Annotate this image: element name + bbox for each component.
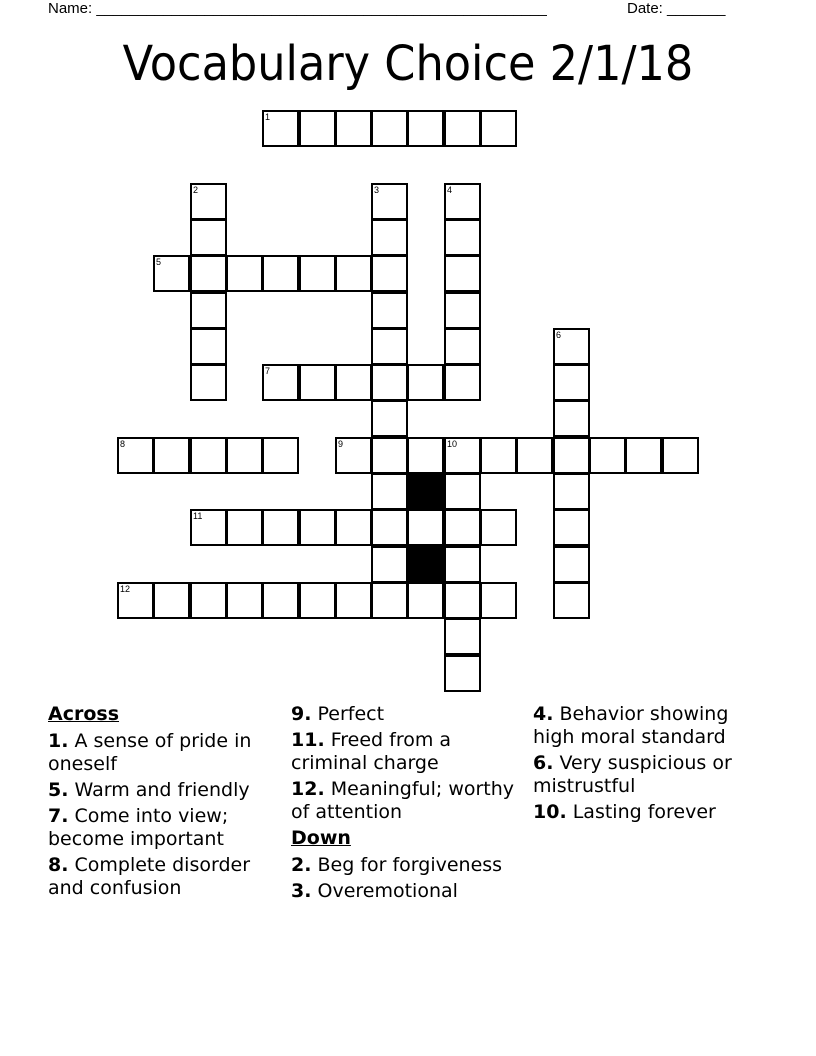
- clue-number-label: 3: [374, 185, 380, 195]
- clue-text: Beg for forgiveness: [317, 854, 503, 876]
- grid-cell[interactable]: [444, 183, 481, 220]
- date-field-line: Date: _______: [627, 0, 726, 17]
- grid-cell[interactable]: [662, 437, 699, 474]
- grid-cell[interactable]: [190, 183, 227, 220]
- grid-cell[interactable]: [371, 183, 408, 220]
- clue-number-label: 11: [193, 511, 203, 521]
- grid-cell[interactable]: [299, 582, 336, 619]
- grid-cell[interactable]: [553, 400, 590, 437]
- clue-number-label: 9: [338, 439, 344, 449]
- clue-number-label: 10: [447, 439, 458, 449]
- name-field-line: Name: ______________________________________________________: [48, 0, 547, 17]
- grid-cell[interactable]: [553, 364, 590, 401]
- clue-across-1: [48, 730, 268, 776]
- clue-across-12: [291, 778, 516, 824]
- clue-number: 11.: [291, 729, 325, 751]
- clue-number-label: 2: [193, 185, 199, 195]
- grid-cell[interactable]: [444, 618, 481, 655]
- grid-cell[interactable]: [407, 364, 444, 401]
- grid-cell[interactable]: [444, 255, 481, 292]
- clue-number: 12.: [291, 778, 325, 800]
- grid-block-cell: [407, 546, 444, 583]
- grid-cell[interactable]: [335, 364, 372, 401]
- clue-across-8: [48, 854, 268, 900]
- grid-cell[interactable]: [335, 255, 372, 292]
- grid-cell[interactable]: [371, 400, 408, 437]
- grid-cell[interactable]: [407, 582, 444, 619]
- grid-cell[interactable]: [553, 582, 590, 619]
- grid-cell[interactable]: [226, 437, 263, 474]
- grid-cell[interactable]: [153, 255, 190, 292]
- clue-number-label: 8: [120, 439, 126, 449]
- clue-number: 1.: [48, 730, 69, 752]
- grid-cell[interactable]: [190, 292, 227, 329]
- clue-number: 3.: [291, 880, 312, 902]
- grid-cell[interactable]: [444, 292, 481, 329]
- grid-cell[interactable]: [407, 110, 444, 147]
- clue-number: 6.: [533, 752, 554, 774]
- clue-down-2: [291, 854, 516, 877]
- grid-cell[interactable]: [117, 582, 154, 619]
- grid-cell[interactable]: [262, 437, 299, 474]
- grid-cell[interactable]: [444, 110, 481, 147]
- clue-text: Come into view; become important: [48, 805, 229, 850]
- grid-cell[interactable]: [117, 437, 154, 474]
- grid-cell[interactable]: [625, 437, 662, 474]
- grid-cell[interactable]: [371, 546, 408, 583]
- clue-number-label: 12: [120, 584, 131, 594]
- clue-across-5: [48, 779, 268, 802]
- grid-cell[interactable]: [553, 473, 590, 510]
- grid-cell[interactable]: [444, 328, 481, 365]
- grid-cell[interactable]: [190, 255, 227, 292]
- grid-cell[interactable]: [371, 255, 408, 292]
- grid-cell[interactable]: [190, 364, 227, 401]
- grid-cell[interactable]: [480, 110, 517, 147]
- grid-cell[interactable]: [371, 473, 408, 510]
- grid-cell[interactable]: [444, 473, 481, 510]
- grid-cell[interactable]: [299, 255, 336, 292]
- grid-cell[interactable]: [299, 110, 336, 147]
- grid-cell[interactable]: [480, 509, 517, 546]
- grid-cell[interactable]: [190, 219, 227, 256]
- clue-across-11: [291, 729, 516, 775]
- clue-down-6: [533, 752, 758, 798]
- clue-column-2: [291, 703, 516, 906]
- grid-cell[interactable]: [190, 328, 227, 365]
- grid-cell[interactable]: [335, 582, 372, 619]
- grid-cell[interactable]: [444, 509, 481, 546]
- grid-cell[interactable]: [190, 509, 227, 546]
- clue-number: 5.: [48, 779, 69, 801]
- clue-number: 9.: [291, 703, 312, 725]
- clue-number: 2.: [291, 854, 312, 876]
- grid-cell[interactable]: [335, 509, 372, 546]
- clue-number: 4.: [533, 703, 554, 725]
- clue-text: Very suspicious or mistrustful: [533, 752, 732, 797]
- page-title: Vocabulary Choice 2/1/18: [122, 36, 694, 92]
- grid-cell[interactable]: [226, 509, 263, 546]
- grid-cell[interactable]: [371, 509, 408, 546]
- grid-cell[interactable]: [444, 364, 481, 401]
- grid-cell[interactable]: [371, 110, 408, 147]
- grid-cell[interactable]: [444, 655, 481, 692]
- grid-cell[interactable]: [480, 437, 517, 474]
- clue-number-label: 7: [265, 366, 271, 376]
- clue-number-label: 1: [265, 112, 271, 122]
- clue-text: A sense of pride in oneself: [48, 730, 252, 775]
- grid-cell[interactable]: [262, 509, 299, 546]
- grid-cell[interactable]: [190, 437, 227, 474]
- clue-text: Behavior showing high moral standard: [533, 703, 729, 748]
- clue-text: Lasting forever: [572, 801, 716, 823]
- clue-number: 10.: [533, 801, 567, 823]
- grid-cell[interactable]: [371, 582, 408, 619]
- clue-column-3: [533, 703, 758, 827]
- clue-text: Overemotional: [317, 880, 458, 902]
- grid-cell[interactable]: [262, 364, 299, 401]
- grid-cell[interactable]: [299, 364, 336, 401]
- grid-cell[interactable]: [444, 437, 481, 474]
- clue-text: Meaningful; worthy of attention: [291, 778, 515, 823]
- grid-cell[interactable]: [262, 582, 299, 619]
- clue-number: 7.: [48, 805, 69, 827]
- grid-cell[interactable]: [371, 328, 408, 365]
- clue-column-1: [48, 703, 268, 903]
- grid-cell[interactable]: [444, 546, 481, 583]
- clue-text: Perfect: [317, 703, 385, 725]
- grid-cell[interactable]: [407, 437, 444, 474]
- grid-cell[interactable]: [226, 255, 263, 292]
- clue-down-4: [533, 703, 758, 749]
- grid-cell[interactable]: [335, 110, 372, 147]
- clue-text: Freed from a criminal charge: [291, 729, 452, 774]
- clue-number-label: 6: [556, 330, 562, 340]
- grid-cell[interactable]: [226, 582, 263, 619]
- grid-cell[interactable]: [553, 509, 590, 546]
- clue-text: Warm and friendly: [74, 779, 250, 801]
- grid-cell[interactable]: [444, 219, 481, 256]
- clue-across-9: [291, 703, 516, 726]
- grid-cell[interactable]: [262, 255, 299, 292]
- grid-cell[interactable]: [262, 110, 299, 147]
- across-heading: Across: [48, 703, 120, 725]
- grid-cell[interactable]: [371, 364, 408, 401]
- grid-cell[interactable]: [371, 292, 408, 329]
- clue-down-3: [291, 880, 516, 903]
- clue-text: Complete disorder and confusion: [48, 854, 251, 899]
- grid-cell[interactable]: [480, 582, 517, 619]
- grid-cell[interactable]: [516, 437, 553, 474]
- grid-cell[interactable]: [190, 582, 227, 619]
- grid-block-cell: [407, 473, 444, 510]
- grid-cell[interactable]: [444, 582, 481, 619]
- grid-cell[interactable]: [153, 437, 190, 474]
- clue-number-label: 5: [156, 257, 162, 267]
- grid-cell[interactable]: [553, 437, 590, 474]
- grid-cell[interactable]: [371, 437, 408, 474]
- grid-cell[interactable]: [407, 509, 444, 546]
- grid-cell[interactable]: [335, 437, 372, 474]
- grid-cell[interactable]: [153, 582, 190, 619]
- clue-across-7: [48, 805, 268, 851]
- down-heading: Down: [291, 827, 351, 849]
- clue-down-10: [533, 801, 758, 824]
- clue-number-label: 4: [447, 185, 453, 195]
- grid-cell[interactable]: [553, 328, 590, 365]
- grid-cell[interactable]: [589, 437, 626, 474]
- grid-cell[interactable]: [553, 546, 590, 583]
- clue-number: 8.: [48, 854, 69, 876]
- grid-cell[interactable]: [371, 219, 408, 256]
- grid-cell[interactable]: [299, 509, 336, 546]
